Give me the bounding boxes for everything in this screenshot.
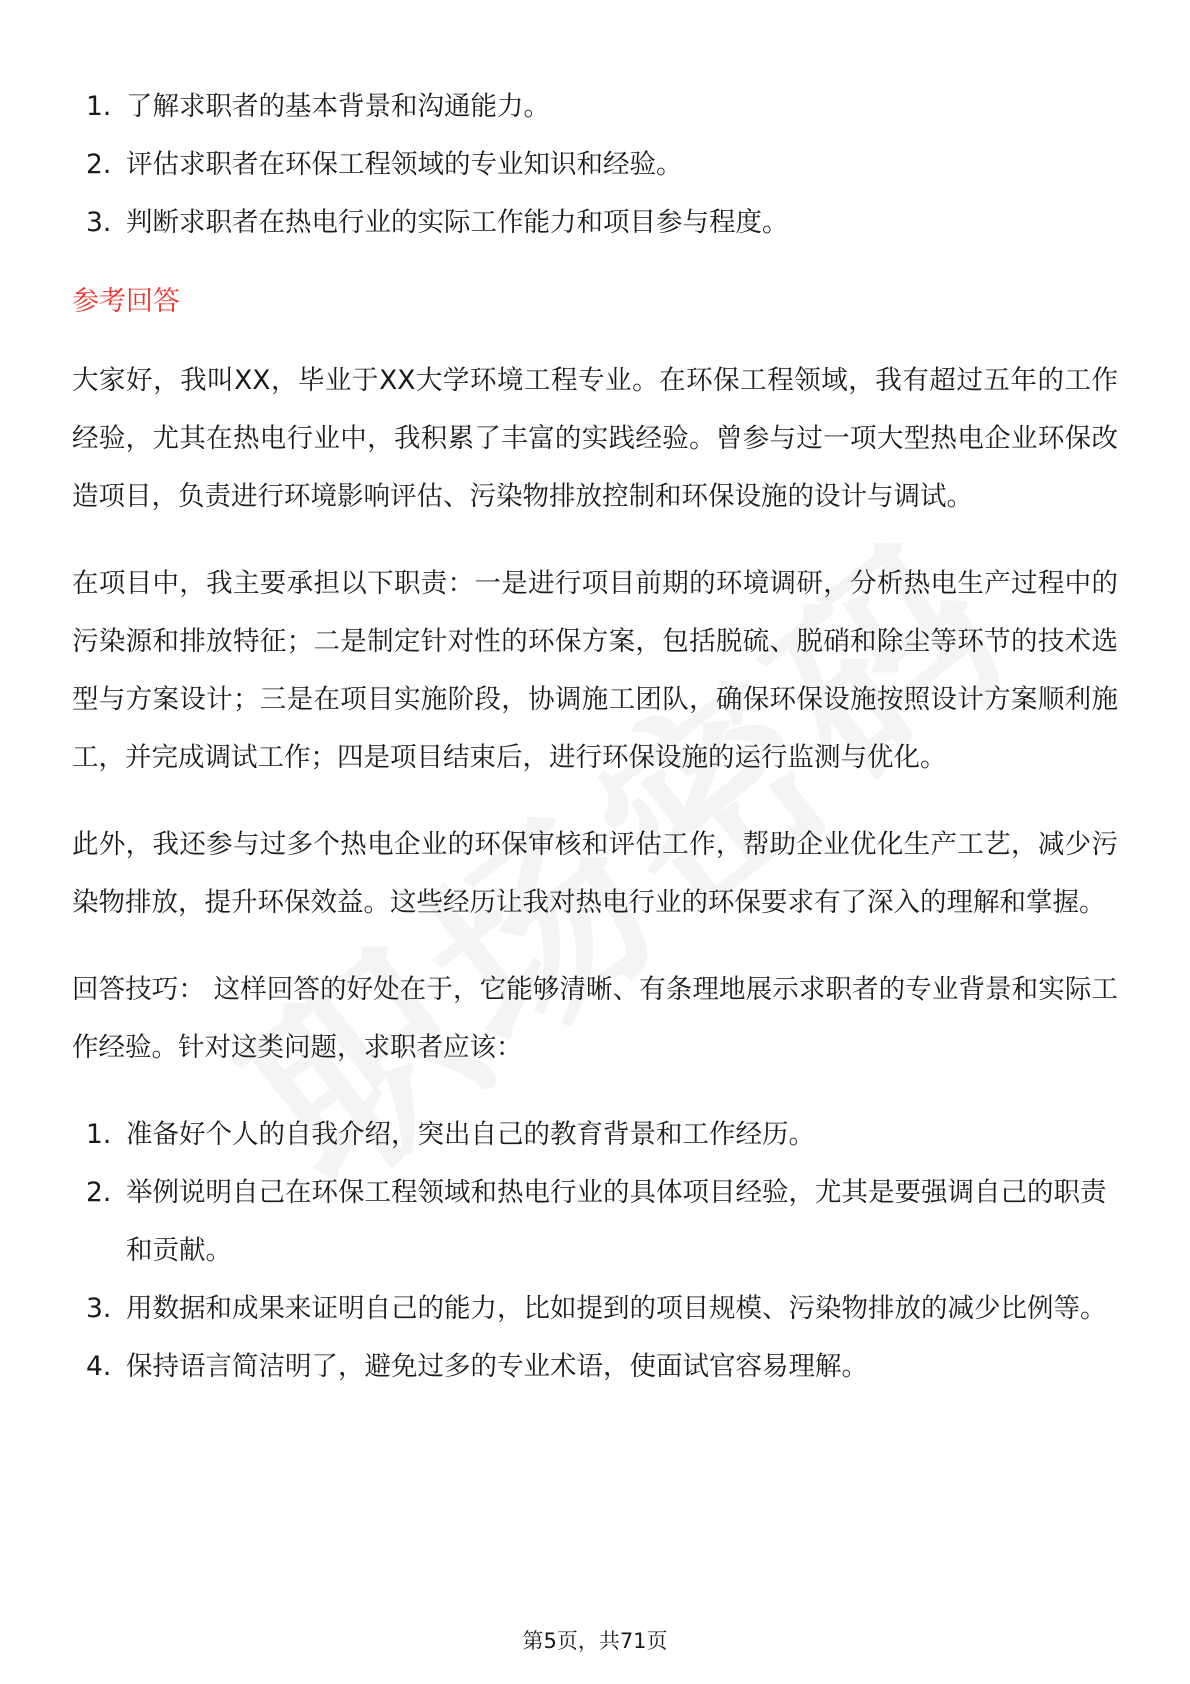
list-item [72, 136, 1118, 194]
answer-paragraph: 在项目中，我主要承担以下职责：一是进行项目前期的环境调研，分析热电生产过程中的污染源和排放特征；二是制定针对性的环保方案，包括脱硫、脱硝和除尘等环节的技术选型与方案设计；三是在项目实施阶段，协调施工团队，确保环保设施按照设计方案顺利施工，并完成调试工作；四是项目结束后，进行环保设施的运行监测与优化。 [72, 568, 1118, 773]
list-item [72, 1280, 1118, 1338]
list-item [72, 194, 1118, 252]
list-item-text: 保持语言简洁明了，避免过多的专业术语，使面试官容易理解。 [126, 1351, 868, 1382]
tips-paragraph: 回答技巧： 这样回答的好处在于，它能够清晰、有条理地展示求职者的专业背景和实际工作经验。针对这类问题，求职者应该： [72, 974, 1118, 1063]
section-title: 参考回答 [72, 286, 180, 317]
list-item [72, 78, 1118, 136]
list-item-number: 3. [86, 1293, 112, 1324]
list-item-number: 2. [86, 149, 112, 180]
page-content [72, 78, 1118, 1396]
tips-list [72, 1106, 1118, 1396]
list-item-text: 评估求职者在环保工程领域的专业知识和经验。 [126, 149, 683, 180]
list-item-number: 2. [86, 1177, 112, 1208]
list-item [72, 1338, 1118, 1396]
list-item [72, 1164, 1118, 1280]
list-item-text: 判断求职者在热电行业的实际工作能力和项目参与程度。 [126, 207, 789, 238]
list-item-number: 1. [86, 91, 112, 122]
list-item-number: 3. [86, 207, 112, 238]
list-item [72, 1106, 1118, 1164]
answer-paragraph: 大家好，我叫XX，毕业于XX大学环境工程专业。在环保工程领域，我有超过五年的工作经验，尤其在热电行业中，我积累了丰富的实践经验。曾参与过一项大型热电企业环保改造项目，负责进行环境影响评估、污染物排放控制和环保设施的设计与调试。 [72, 365, 1118, 512]
list-item-text: 了解求职者的基本背景和沟通能力。 [126, 91, 550, 122]
list-item-number: 4. [86, 1351, 112, 1382]
list-item-text: 用数据和成果来证明自己的能力，比如提到的项目规模、污染物排放的减少比例等。 [126, 1293, 1107, 1324]
list-item-text: 准备好个人的自我介绍，突出自己的教育背景和工作经历。 [126, 1119, 815, 1150]
answer-paragraph: 此外，我还参与过多个热电企业的环保审核和评估工作，帮助企业优化生产工艺，减少污染物排放，提升环保效益。这些经历让我对热电行业的环保要求有了深入的理解和掌握。 [72, 829, 1118, 918]
list-item-number: 1. [86, 1119, 112, 1150]
list-item-text: 举例说明自己在环保工程领域和热电行业的具体项目经验，尤其是要强调自己的职责和贡献。 [126, 1177, 1107, 1266]
page-number: 第5页，共71页 [522, 1629, 668, 1653]
interview-purpose-list [72, 78, 1118, 252]
